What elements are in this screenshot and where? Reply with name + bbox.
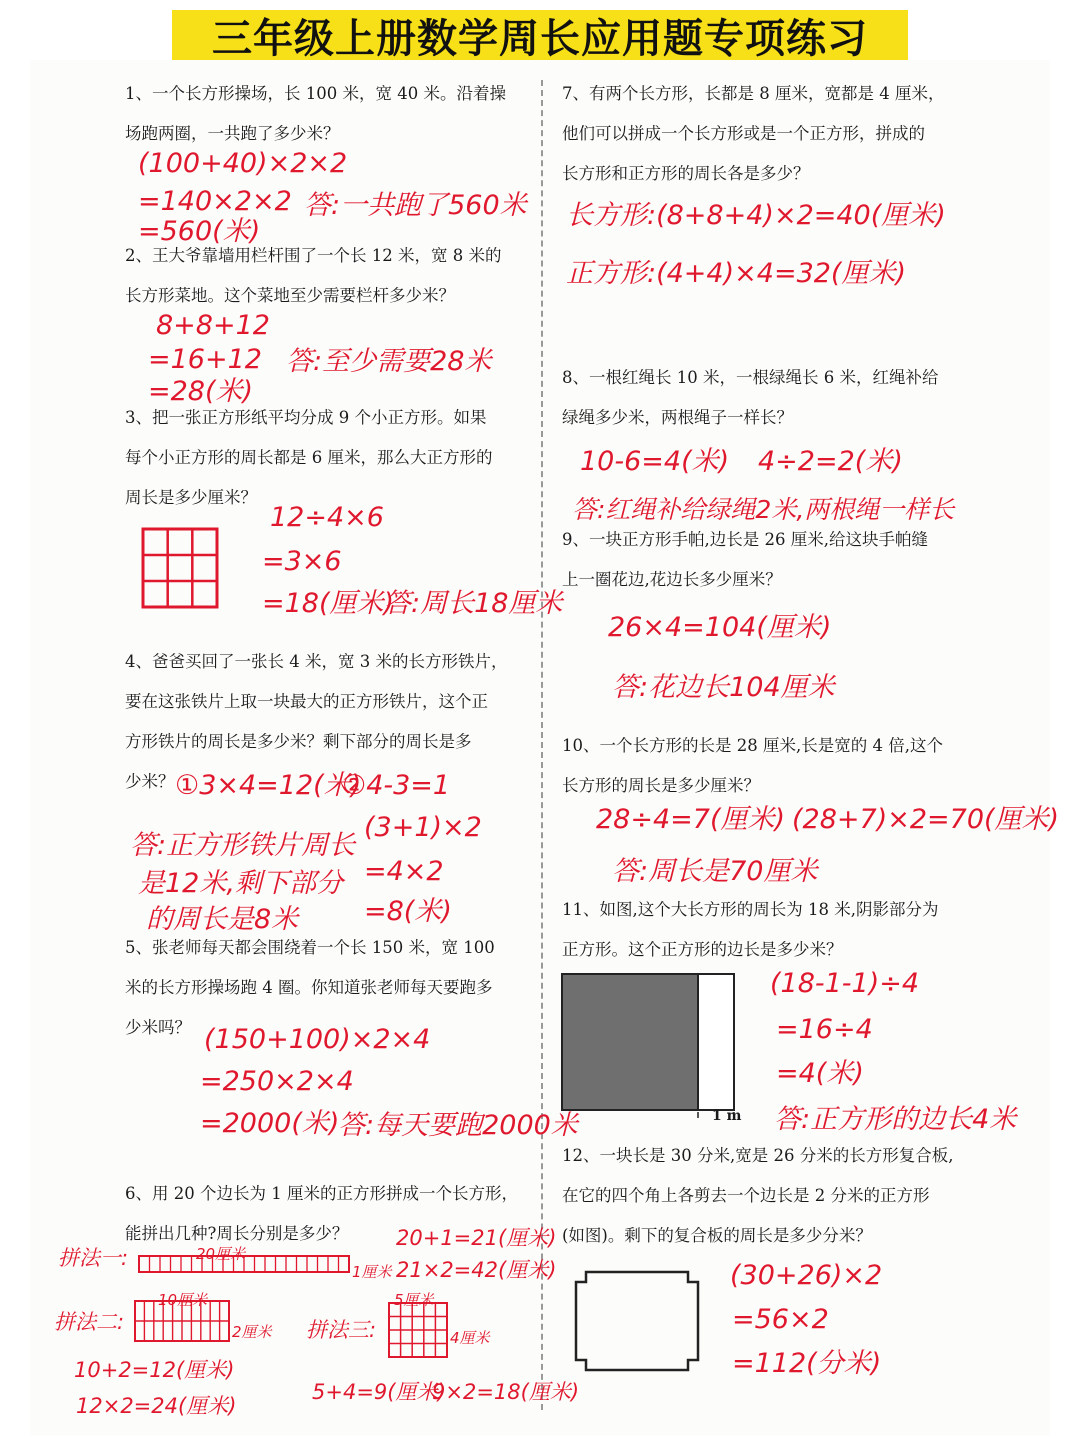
q6-strip-length-label: 20厘米 (196, 1245, 246, 1263)
q6-method-3-label: 拼法三: (306, 1318, 377, 1342)
q11-final-answer: 答:正方形的边长4米 (774, 1104, 1017, 1135)
q8-answer-line: 4÷2=2(米) (758, 446, 903, 477)
title-banner (172, 10, 908, 60)
q11-answer-line: =4(米) (776, 1058, 864, 1089)
q1-answer-line: =560(米) (138, 216, 261, 247)
q7-answer-line: 正方形:(4+4)×4=32(厘米) (566, 258, 906, 289)
question-line: 要在这张铁片上取一块最大的正方形铁片，这个正 (125, 692, 488, 711)
question-line: 7、有两个长方形，长都是 8 厘米，宽都是 4 厘米， (562, 84, 945, 103)
q3-answer-line: 12÷4×6 (270, 502, 384, 533)
question-line: 周长是多少厘米？ (125, 488, 257, 507)
q11-width-label: 1 m (712, 1108, 742, 1124)
q12-answer-line: (30+26)×2 (730, 1260, 883, 1291)
q4-final-answer: 的周长是8米 (146, 904, 299, 935)
question-line: 6、用 20 个边长为 1 厘米的正方形拼成一个长方形， (125, 1184, 518, 1203)
question-line: 长方形和正方形的周长各是多少？ (562, 164, 810, 183)
q9-final-answer: 答:花边长104厘米 (612, 672, 835, 703)
q6-strip-width-label: 1厘米 (352, 1263, 392, 1281)
question-line: 11、如图,这个大长方形的周长为 18 米,阴影部分为 (562, 900, 939, 919)
q4-answer-line: =8(米) (364, 896, 452, 927)
question-10 (562, 726, 943, 806)
q6-method-2-calc: 12×2=24(厘米) (76, 1394, 237, 1418)
question-2 (125, 236, 501, 316)
q12-board-figure (574, 1270, 700, 1372)
q5-answer-line: (150+100)×2×4 (204, 1024, 431, 1055)
question-line: 长方形菜地。这个菜地至少需要栏杆多少米？ (125, 286, 455, 305)
column-divider (541, 80, 543, 1410)
q10-answer-line: 28÷4=7(厘米) (596, 804, 786, 835)
question-line: 5、张老师每天都会围绕着一个长 150 米，宽 100 (125, 938, 495, 957)
question-line: 能拼出几种?周长分别是多少？ (125, 1224, 349, 1243)
q11-answer-line: =16÷4 (776, 1014, 873, 1045)
q6-grid2-length-label: 10厘米 (158, 1291, 208, 1309)
q6-grid2-width-label: 2厘米 (232, 1323, 272, 1341)
q4-final-answer: 是12米,剩下部分 (138, 868, 343, 899)
q3-answer-line: =3×6 (262, 546, 342, 577)
question-line: 少米吗？ (125, 1018, 191, 1037)
question-3 (125, 398, 493, 518)
question-line: 每个小正方形的周长都是 6 厘米，那么大正方形的 (125, 448, 493, 467)
q10-answer-line: (28+7)×2=70(厘米) (792, 804, 1060, 835)
question-line: (如图)。剩下的复合板的周长是多少分米？ (562, 1226, 872, 1245)
q9-answer-line: 26×4=104(厘米) (608, 612, 832, 643)
q12-answer-line: =56×2 (732, 1304, 829, 1335)
question-line: 9、一块正方形手帕,边长是 26 厘米,给这块手帕缝 (562, 530, 928, 549)
q1-answer-line: =140×2×2 (138, 186, 292, 217)
question-line: 长方形的周长是多少厘米？ (562, 776, 760, 795)
q8-answer-line: 10-6=4(米) (580, 446, 730, 477)
q5-answer-line: =2000(米) (200, 1108, 340, 1139)
q2-answer-line: 8+8+12 (156, 310, 270, 341)
q5-final-answer: 答:每天要跑2000米 (338, 1110, 578, 1141)
question-7 (562, 74, 944, 194)
q6-grid3-width-label: 4厘米 (450, 1329, 490, 1347)
q5-answer-line: =250×2×4 (200, 1066, 354, 1097)
q3-answer-line: =18(厘米) (262, 588, 395, 619)
q4-answer-line: =4×2 (364, 856, 444, 887)
q6-method-1-calc: 20+1=21(厘米) (396, 1226, 557, 1250)
question-line: 2、王大爷靠墙用栏杆围了一个长 12 米，宽 8 米的 (125, 246, 502, 265)
q10-final-answer: 答:周长是70厘米 (612, 856, 818, 887)
question-11 (562, 890, 938, 970)
q1-final-answer: 答:一共跑了560米 (304, 190, 527, 221)
question-12 (562, 1136, 953, 1256)
q3-grid-figure (142, 528, 218, 608)
question-line: 4、爸爸买回了一张长 4 米，宽 3 米的长方形铁片， (125, 652, 508, 671)
q6-method-2-label: 拼法二: (54, 1310, 125, 1334)
q6-grid3-length-label: 5厘米 (394, 1291, 434, 1309)
question-line: 米的长方形操场跑 4 圈。你知道张老师每天要跑多 (125, 978, 493, 997)
q2-final-answer: 答:至少需要28米 (286, 346, 492, 377)
question-line: 少米？ (125, 772, 175, 791)
question-line: 方形铁片的周长是多少米？剩下部分的周长是多 (125, 732, 472, 751)
q1-answer-line: (100+40)×2×2 (138, 148, 348, 179)
question-line: 绿绳多少米，两根绳子一样长？ (562, 408, 793, 427)
question-9 (562, 520, 928, 600)
q2-answer-line: =16+12 (148, 344, 262, 375)
question-1 (125, 74, 506, 154)
q3-final-answer: 答:周长18厘米 (384, 588, 563, 619)
q4-answer-line: ②4-3=1 (342, 770, 451, 801)
question-line: 8、一根红绳长 10 米，一根绿绳长 6 米，红绳补给 (562, 368, 939, 387)
question-line: 在它的四个角上各剪去一个边长是 2 分米的正方形 (562, 1186, 930, 1205)
q12-answer-line: =112(分米) (732, 1348, 882, 1379)
q4-answer-line: ①3×4=12(米) (175, 770, 362, 801)
q6-method-1-calc: 21×2=42(厘米) (396, 1258, 557, 1282)
q4-answer-line: (3+1)×2 (364, 812, 482, 843)
q11-answer-line: (18-1-1)÷4 (770, 968, 920, 999)
q6-method-1-label: 拼法一: (58, 1246, 129, 1270)
q6-method-2-calc: 10+2=12(厘米) (74, 1358, 235, 1382)
question-line: 他们可以拼成一个长方形或是一个正方形，拼成的 (562, 124, 925, 143)
question-line: 3、把一张正方形纸平均分成 9 个小正方形。如果 (125, 408, 487, 427)
q7-answer-line: 长方形:(8+8+4)×2=40(厘米) (566, 200, 946, 231)
question-line: 场跑两圈，一共跑了多少米？ (125, 124, 340, 143)
question-line: 10、一个长方形的长是 28 厘米,长是宽的 4 倍,这个 (562, 736, 943, 755)
question-line: 正方形。这个正方形的边长是多少米？ (562, 940, 843, 959)
page-title: 三年级上册数学周长应用题专项练习 (212, 15, 868, 62)
question-line: 12、一块长是 30 分米,宽是 26 分米的长方形复合板, (562, 1146, 954, 1165)
q8-final-answer: 答:红绳补给绿绳2米,两根绳一样长 (572, 495, 955, 524)
question-line: 上一圈花边,花边长多少厘米？ (562, 570, 782, 589)
q2-answer-line: =28(米) (148, 376, 254, 407)
q4-final-answer: 答:正方形铁片周长 (130, 830, 356, 861)
question-8 (562, 358, 938, 438)
question-line: 1、一个长方形操场，长 100 米，宽 40 米。沿着操 (125, 84, 506, 103)
q11-rectangle-figure (560, 972, 740, 1122)
q6-method-3-calc: 5+4=9(厘米) (312, 1380, 446, 1404)
q6-method-3-calc: 9×2=18(厘米) (432, 1380, 580, 1404)
